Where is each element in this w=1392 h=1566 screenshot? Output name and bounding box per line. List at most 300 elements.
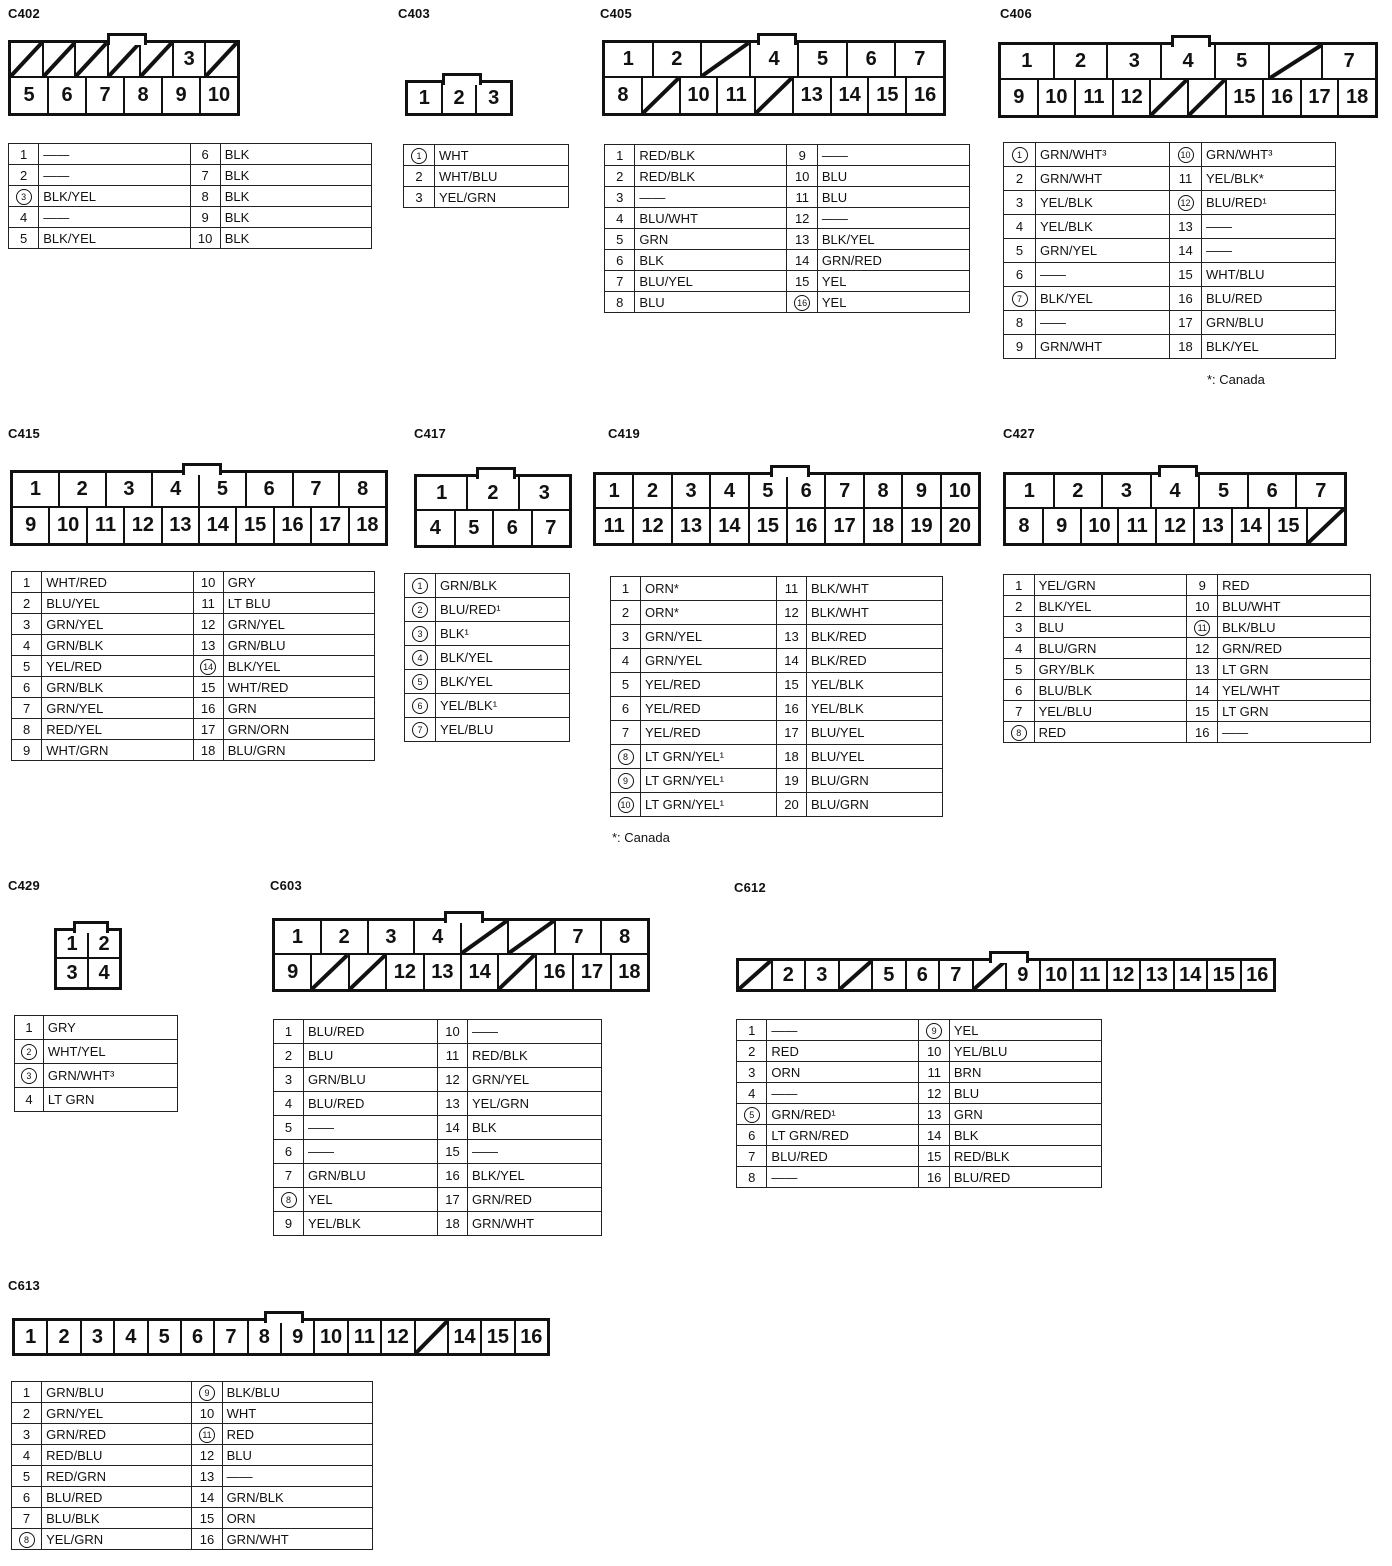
c427-label: C427 <box>1003 426 1035 441</box>
c427-wire-color <box>1218 617 1371 638</box>
c429-table-row <box>15 1064 178 1088</box>
c417-face-row <box>417 477 569 511</box>
pin-number-text: 3 <box>22 1426 31 1442</box>
c603-table-row <box>274 1044 602 1068</box>
c406-cavity-number: 12 <box>1120 86 1143 108</box>
c406-wire-color <box>1036 311 1170 335</box>
c402-blank-cavity <box>44 43 77 76</box>
c429-cavity-number: 3 <box>66 961 78 984</box>
c405-cavity-number: 2 <box>671 48 683 70</box>
c612-cavity-7 <box>940 961 974 989</box>
wire-color-text: GRN/WHT³ <box>1040 147 1107 162</box>
pin-number-text: 13 <box>1178 219 1193 234</box>
c603-cavity-8 <box>602 921 647 953</box>
c406-cavity-5 <box>1216 45 1270 78</box>
c406-wire-color <box>1202 191 1336 215</box>
c612-pin-number <box>919 1062 949 1083</box>
c613-wire-color <box>222 1403 372 1424</box>
pin-number-text: 9 <box>201 209 209 225</box>
c612-pin-number <box>737 1041 767 1062</box>
c405-table-row <box>605 250 970 271</box>
c612-wire-color <box>767 1062 919 1083</box>
c613-cavity-1 <box>15 1321 48 1353</box>
wire-color-text: GRN/BLK <box>46 679 104 695</box>
c612-cavity-number: 16 <box>1246 963 1269 986</box>
c406-wire-color <box>1036 143 1170 167</box>
wire-color-text: —— <box>1206 243 1232 258</box>
c406-wire-color <box>1202 263 1336 287</box>
c419-cavity-18 <box>865 509 903 543</box>
c402-blank-cavity <box>109 43 142 76</box>
c402-wire-color <box>39 228 190 249</box>
c429-pin-number <box>15 1088 44 1112</box>
c406-wire-color <box>1036 239 1170 263</box>
wire-color-text: —— <box>226 1468 253 1484</box>
wire-color-text: —— <box>43 146 70 162</box>
wire-color-text: BLK <box>472 1120 497 1135</box>
c603-cavity-9 <box>275 955 312 989</box>
pin-number-text: 15 <box>200 679 216 695</box>
c417-table-row <box>405 718 570 742</box>
c405-cavity-13 <box>794 78 832 113</box>
c419-cavity-4 <box>711 475 749 507</box>
c427-connector-face <box>1003 472 1347 546</box>
c613-pin-number <box>12 1487 42 1508</box>
pin-number-text: 17 <box>784 725 799 740</box>
pin-number-text: 11 <box>927 1064 941 1080</box>
c427-pin-number <box>1004 617 1035 638</box>
pin-number-text: 10 <box>200 574 216 590</box>
c429-face-row <box>57 931 119 959</box>
c405-lock-tab <box>757 33 797 45</box>
circled-pin-number: 11 <box>1194 620 1210 636</box>
wire-color-text: LT BLU <box>227 595 271 611</box>
wire-color-text: GRN <box>227 700 257 716</box>
c612-cavity-number: 10 <box>1045 963 1068 986</box>
c613-cavity-10 <box>315 1321 348 1353</box>
c402-pin-number <box>190 186 220 207</box>
c613-pin-number <box>12 1403 42 1424</box>
c429-wire-color <box>43 1040 177 1064</box>
c419-face-row <box>596 475 978 509</box>
c403-table-row <box>404 187 569 208</box>
c612-cavity-number: 12 <box>1112 963 1135 986</box>
wire-color-text: —— <box>639 189 666 205</box>
wire-color-text: —— <box>472 1024 498 1039</box>
c427-cavity-12 <box>1157 509 1195 543</box>
c613-wire-color <box>222 1508 372 1529</box>
c613-pin-number <box>12 1382 42 1403</box>
c405-pin-number <box>605 229 635 250</box>
wire-color-text: RED/BLK <box>639 168 696 184</box>
pin-number-text: 5 <box>1015 243 1024 258</box>
c419-table-row <box>611 625 943 649</box>
circled-pin-number: 9 <box>926 1023 942 1039</box>
c402-cavity-10 <box>201 78 237 113</box>
c603-face-row <box>275 921 647 955</box>
c405-wire-color <box>635 229 787 250</box>
c612-label: C612 <box>734 880 766 895</box>
c612-wire-color <box>767 1146 919 1167</box>
c403-cavity-3 <box>477 83 510 113</box>
pin-number-text: 12 <box>784 605 799 620</box>
c406-blank-cavity <box>1189 80 1227 115</box>
c415-wire-color <box>42 698 193 719</box>
c613-cavity-number: 10 <box>319 1325 343 1348</box>
pin-number-text: 11 <box>1178 171 1193 186</box>
wire-color-text: GRN/WHT <box>1040 339 1103 354</box>
pin-number-text: 9 <box>1198 577 1206 593</box>
circled-pin-number: 8 <box>618 749 634 765</box>
c419-wire-color <box>641 577 777 601</box>
c415-pin-number <box>193 635 223 656</box>
c419-pin-number <box>777 625 807 649</box>
c415-pin-number <box>12 740 42 761</box>
pin-number-text: 1 <box>616 147 624 163</box>
c419-pin-number <box>611 769 641 793</box>
c429-pin-number <box>15 1040 44 1064</box>
c402-connector-face <box>8 40 240 116</box>
c415-cavity-number: 10 <box>56 514 80 536</box>
c612-table-row <box>737 1020 1102 1041</box>
c603-cavity-number: 4 <box>432 925 444 948</box>
c405-cavity-14 <box>832 78 870 113</box>
c415-cavity-8 <box>340 473 385 506</box>
c405-table-row <box>605 271 970 292</box>
c419-table-row <box>611 721 943 745</box>
c417-cavity-number: 4 <box>429 516 441 539</box>
c402-table-row <box>9 207 372 228</box>
pin-number-text: 2 <box>415 168 423 184</box>
c406-wire-color <box>1202 215 1336 239</box>
c405-pin-number <box>787 229 817 250</box>
c402-pin-number <box>190 165 220 186</box>
c417-cavity-number: 6 <box>506 516 518 539</box>
c405-wire-color <box>817 292 969 313</box>
c402-pin-number <box>190 144 220 165</box>
wire-color-text: BLU/RED <box>308 1096 365 1111</box>
pin-number-text: 2 <box>1015 598 1023 614</box>
c603-cavity-14 <box>462 955 499 989</box>
c612-pin-number <box>737 1020 767 1041</box>
wire-color-text: YEL/BLU <box>439 722 494 737</box>
c427-cavity-13 <box>1195 509 1233 543</box>
c603-wire-color <box>468 1116 602 1140</box>
c419-cavity-7 <box>826 475 864 507</box>
c603-wire-color <box>468 1164 602 1188</box>
pin-number-text: 6 <box>1015 267 1024 282</box>
c415-cavity-number: 18 <box>356 514 379 536</box>
c402-wire-color <box>39 186 190 207</box>
c613-cavity-number: 3 <box>91 1325 103 1348</box>
c406-cavity-7 <box>1323 45 1375 78</box>
c405-pin-number <box>787 271 817 292</box>
c415-pin-number <box>193 572 223 593</box>
pin-number-text: 4 <box>22 1447 31 1463</box>
c402-pin-number <box>190 207 220 228</box>
c603-table-row <box>274 1116 602 1140</box>
c419-cavity-number: 10 <box>948 479 971 502</box>
pin-number-text: 4 <box>1015 640 1023 656</box>
c403-table-row <box>404 145 569 166</box>
c613-cavity-number: 4 <box>125 1325 137 1348</box>
wire-color-text: WHT/BLU <box>438 168 498 184</box>
wire-color-text: LT GRN/YEL¹ <box>645 797 724 812</box>
pin-number-text: 18 <box>200 742 216 758</box>
c406-pin-table <box>1003 142 1336 359</box>
wire-color-text: LT GRN/YEL¹ <box>645 773 724 788</box>
c406-table-row <box>1004 191 1336 215</box>
c419-cavity-number: 1 <box>608 479 620 502</box>
c405-wire-color <box>635 271 787 292</box>
c419-cavity-13 <box>673 509 711 543</box>
pin-number-text: 3 <box>1015 195 1024 210</box>
c402-wire-color <box>220 186 371 207</box>
c415-wire-color <box>42 677 193 698</box>
pin-number-text: 1 <box>621 581 630 596</box>
c417-cavity-number: 2 <box>487 481 499 504</box>
c612-cavity-10 <box>1041 961 1075 989</box>
c406-table-row <box>1004 263 1336 287</box>
wire-color-text: BLU <box>821 168 848 184</box>
pin-number-text: 3 <box>1015 619 1023 635</box>
wire-color-text: YEL/BLK <box>811 677 864 692</box>
c427-lock-tab <box>1158 465 1198 477</box>
pin-number-text: 2 <box>616 168 624 184</box>
c603-table-row <box>274 1188 602 1212</box>
wire-color-text: BLK/YEL <box>439 674 493 689</box>
wire-color-text: RED/BLK <box>472 1048 528 1063</box>
wire-color-text: GRN/RED¹ <box>771 1106 836 1122</box>
c417-cavity-2 <box>468 477 519 509</box>
wire-color-text: RED/BLK <box>639 147 696 163</box>
c406-cavity-number: 11 <box>1083 86 1105 108</box>
c406-pin-number <box>1170 215 1202 239</box>
pin-number-text: 2 <box>20 167 28 183</box>
circled-pin-number: 9 <box>618 773 634 789</box>
pin-number-text: 17 <box>200 721 216 737</box>
wire-color-text: YEL/BLU <box>953 1043 1008 1059</box>
c417-wire-color <box>435 646 569 670</box>
wire-color-text: YEL/GRN <box>472 1096 530 1111</box>
c613-pin-number <box>12 1445 42 1466</box>
c406-cavity-3 <box>1108 45 1162 78</box>
pin-number-text: 16 <box>200 700 216 716</box>
c403-face-row <box>408 83 510 113</box>
c402-cavity-6 <box>49 78 87 113</box>
c415-wire-color <box>42 635 193 656</box>
c612-table-row <box>737 1146 1102 1167</box>
c612-pin-table <box>736 1019 1102 1188</box>
c415-cavity-number: 12 <box>131 514 155 536</box>
c427-pin-number <box>1187 680 1218 701</box>
wire-color-text: GRY <box>227 574 256 590</box>
wire-color-text: YEL/RED <box>645 725 701 740</box>
c415-lock-tab <box>182 463 222 475</box>
pin-number-text: 1 <box>284 1024 293 1039</box>
c419-cavity-1 <box>596 475 634 507</box>
c419-cavity-number: 17 <box>833 514 856 537</box>
c427-cavity-number: 2 <box>1072 479 1084 502</box>
c415-cavity-number: 15 <box>244 514 267 536</box>
c603-wire-color <box>304 1140 438 1164</box>
c419-table-row <box>611 601 943 625</box>
c427-table-row <box>1004 596 1371 617</box>
pin-number-text: 3 <box>284 1072 293 1087</box>
c427-cavity-7 <box>1297 475 1344 507</box>
c427-pin-number <box>1004 638 1035 659</box>
c613-wire-color <box>42 1424 192 1445</box>
c613-cavity-11 <box>349 1321 382 1353</box>
c417-cavity-3 <box>520 477 569 509</box>
c427-cavity-10 <box>1082 509 1120 543</box>
wire-color-text: BLU <box>308 1048 334 1063</box>
wire-color-text: BLK <box>224 230 250 246</box>
c612-cavity-number: 7 <box>950 963 962 986</box>
wire-color-text: RED/GRN <box>46 1468 107 1484</box>
wire-color-text: YEL <box>308 1192 333 1207</box>
c405-pin-number <box>787 292 817 313</box>
c613-pin-number <box>192 1529 222 1550</box>
wire-color-text: BLK/WHT <box>811 605 869 620</box>
c405-wire-color <box>635 145 787 166</box>
pin-number-text: 7 <box>23 700 31 716</box>
pin-number-text: 20 <box>784 797 799 812</box>
c603-cavity-1 <box>275 921 322 953</box>
c429-table-row <box>15 1016 178 1040</box>
c415-pin-number <box>12 719 42 740</box>
c603-pin-number <box>274 1188 304 1212</box>
pin-number-text: 6 <box>284 1144 293 1159</box>
c419-pin-number <box>611 697 641 721</box>
c403-cavity-1 <box>408 83 443 113</box>
c406-table-row <box>1004 239 1336 263</box>
c405-cavity-number: 7 <box>914 48 926 70</box>
c612-pin-number <box>919 1146 949 1167</box>
c405-pin-number <box>605 187 635 208</box>
pin-number-text: 5 <box>22 1468 31 1484</box>
c427-wire-color <box>1218 701 1371 722</box>
c419-cavity-number: 4 <box>723 479 735 502</box>
pin-number-text: 8 <box>201 188 209 204</box>
c415-cavity-number: 6 <box>263 478 275 500</box>
c405-pin-number <box>605 271 635 292</box>
pin-number-text: 12 <box>199 1447 215 1463</box>
c427-wire-color <box>1218 638 1371 659</box>
pin-number-text: 4 <box>25 1092 33 1107</box>
c612-table-row <box>737 1167 1102 1188</box>
c603-blank-cavity <box>462 921 509 953</box>
c419-pin-number <box>777 649 807 673</box>
wire-color-text: —— <box>1040 315 1066 330</box>
pin-number-text: 15 <box>926 1148 942 1164</box>
c612-wire-color <box>949 1083 1101 1104</box>
c419-cavity-8 <box>865 475 903 507</box>
c415-table-row <box>12 572 375 593</box>
c415-pin-number <box>12 614 42 635</box>
wire-color-text: YEL/BLK <box>1040 219 1093 234</box>
c613-wire-color <box>222 1424 372 1445</box>
wire-color-text: BLU/GRN <box>811 797 869 812</box>
c402-blank-cavity <box>11 43 44 76</box>
c613-wire-color <box>42 1508 192 1529</box>
c427-wire-color <box>1034 701 1187 722</box>
c613-table-row <box>12 1487 373 1508</box>
c427-pin-number <box>1187 638 1218 659</box>
c415-cavity-12 <box>125 508 162 543</box>
c429-label: C429 <box>8 878 40 893</box>
pin-number-text: 18 <box>1178 339 1193 354</box>
c405-table-row <box>605 145 970 166</box>
pin-number-text: 1 <box>1015 577 1023 593</box>
wire-color-text: BLK/RED <box>811 629 867 644</box>
circled-pin-number: 14 <box>200 659 216 675</box>
c415-pin-number <box>193 719 223 740</box>
c603-pin-number <box>274 1068 304 1092</box>
c427-cavity-number: 3 <box>1120 479 1132 502</box>
c415-cavity-11 <box>88 508 125 543</box>
c419-cavity-number: 16 <box>795 514 818 537</box>
c419-wire-color <box>807 577 943 601</box>
wire-color-text: YEL/GRN <box>46 1531 104 1547</box>
c613-cavity-9 <box>282 1321 315 1353</box>
c415-connector-face <box>10 470 388 546</box>
wire-color-text: YEL/BLK <box>811 701 864 716</box>
pin-number-text: 15 <box>199 1510 215 1526</box>
wire-color-text: RED/BLK <box>953 1148 1010 1164</box>
c403-lock-tab <box>442 73 482 85</box>
c419-pin-number <box>611 625 641 649</box>
pin-number-text: 18 <box>445 1216 460 1231</box>
c419-cavity-number: 12 <box>641 514 664 537</box>
c603-pin-number <box>274 1092 304 1116</box>
wire-color-text: ORN* <box>645 581 679 596</box>
wire-color-text: BLU/RED¹ <box>439 602 501 617</box>
c419-cavity-number: 7 <box>839 479 851 502</box>
c613-cavity-number: 16 <box>520 1325 543 1348</box>
c603-pin-table <box>273 1019 602 1236</box>
c405-cavity-1 <box>605 43 654 76</box>
c415-table-row <box>12 740 375 761</box>
c603-cavity-13 <box>425 955 462 989</box>
c406-cavity-18 <box>1339 80 1375 115</box>
wire-color-text: BLU <box>639 294 665 310</box>
c419-cavity-11 <box>596 509 634 543</box>
wire-color-text: —— <box>43 209 70 225</box>
c406-cavity-11 <box>1076 80 1114 115</box>
c429-connector-face <box>54 928 122 990</box>
c603-pin-number <box>438 1068 468 1092</box>
c613-table-row <box>12 1466 373 1487</box>
c403-cavity-number: 1 <box>418 86 430 109</box>
c419-pin-number <box>611 745 641 769</box>
c613-pin-number <box>192 1445 222 1466</box>
c406-pin-number <box>1170 191 1202 215</box>
c415-pin-number <box>193 614 223 635</box>
c613-blank-cavity <box>416 1321 449 1353</box>
c427-cavity-number: 11 <box>1126 514 1148 537</box>
c405-cavity-number: 13 <box>800 84 823 106</box>
c427-wire-color <box>1218 659 1371 680</box>
wire-color-text: BLU/GRN <box>227 742 286 758</box>
c402-cavity-number: 10 <box>207 84 231 106</box>
pin-number-text: 15 <box>1178 267 1193 282</box>
wire-color-text: RED/BLU <box>46 1447 103 1463</box>
c427-pin-table <box>1003 574 1371 743</box>
circled-pin-number: 3 <box>412 626 428 642</box>
c415-wire-color <box>223 740 374 761</box>
wire-color-text: BLK <box>224 167 250 183</box>
